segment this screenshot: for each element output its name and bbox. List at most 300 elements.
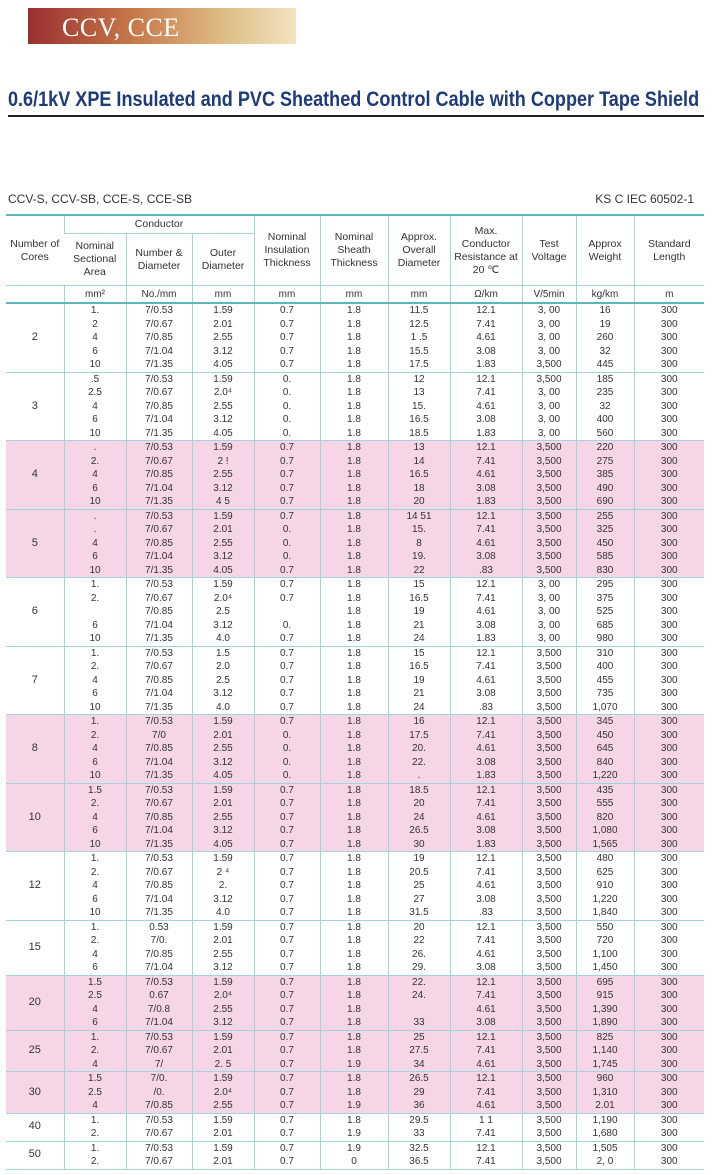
nd-value: 7/0.53 <box>145 853 173 864</box>
area-value: 1. <box>90 305 100 316</box>
nd-value: 7/1.04 <box>145 825 173 836</box>
ov-cell <box>388 783 450 852</box>
nd-cell <box>126 578 192 647</box>
unit-wt: kg/km <box>576 286 634 304</box>
nd-value: 7/1.35 <box>145 770 173 781</box>
area-value: 1. <box>90 921 100 933</box>
od-cell <box>192 1141 254 1169</box>
res-value: 12.1 <box>476 510 496 522</box>
res-cell <box>450 1030 522 1072</box>
res-value: 1.83 <box>476 838 496 850</box>
volt-value: 3, 00 <box>537 619 561 631</box>
sh-value: 1.8 <box>347 853 361 864</box>
od-value: 2.55 <box>213 948 233 960</box>
area-value: 4 <box>92 332 98 343</box>
area-value: 10 <box>89 838 101 850</box>
len-value: 300 <box>660 1086 678 1098</box>
ov-value: 18.5 <box>409 427 429 439</box>
sh-cell <box>320 441 388 510</box>
area-value: 1. <box>90 853 100 864</box>
ins-cell <box>254 1030 320 1072</box>
res-value: 12.1 <box>476 853 496 864</box>
table-row <box>6 1141 704 1169</box>
area-value: 10 <box>89 359 101 370</box>
res-value: 7.41 <box>476 318 496 330</box>
ov-value: 36 <box>413 1100 425 1111</box>
area-value: 6 <box>92 619 98 631</box>
res-cell <box>450 715 522 784</box>
len-value: 300 <box>660 948 678 960</box>
sh-value: 1.8 <box>347 688 361 699</box>
ins-cell <box>254 1072 320 1114</box>
res-value: 4.61 <box>476 400 496 412</box>
wt-value: 910 <box>596 880 614 891</box>
nd-value: 7/0.53 <box>145 510 173 522</box>
sh-value: 1.8 <box>347 442 361 453</box>
nd-value: 7/0.85 <box>145 880 173 891</box>
od-value: 3.12 <box>213 893 233 905</box>
sh-value: 0 <box>351 1156 357 1167</box>
sh-value: 1.9 <box>347 1100 361 1111</box>
volt-cell <box>522 715 576 784</box>
od-value: 1.59 <box>213 921 233 933</box>
wt-value: 1,450 <box>592 962 618 973</box>
spec-table-body <box>6 303 704 1169</box>
volt-cell <box>522 1141 576 1169</box>
len-value: 300 <box>660 743 678 754</box>
res-value: 12.1 <box>476 976 496 988</box>
volt-value: 3,500 <box>536 811 562 823</box>
unit-ov: mm <box>388 286 450 304</box>
wt-cell <box>576 509 634 578</box>
len-value: 300 <box>660 305 678 316</box>
nd-value: 7/0.53 <box>145 716 173 727</box>
ins-value: 0.7 <box>280 838 294 850</box>
nd-cell <box>126 920 192 975</box>
area-value: 1. <box>90 647 100 659</box>
ov-value: 21 <box>413 619 425 631</box>
res-value: 4.61 <box>476 537 496 549</box>
nd-value: 7/0.67 <box>145 1045 173 1056</box>
area-value: 6 <box>92 825 98 836</box>
ov-value: 26.5 <box>409 825 429 836</box>
area-value: 10 <box>89 633 101 644</box>
ov-value: 17.5 <box>409 729 429 741</box>
volt-value: 3,500 <box>536 537 562 549</box>
res-value: 4.61 <box>476 606 496 617</box>
ins-value: 0.7 <box>280 674 294 686</box>
len-value: 300 <box>660 332 678 343</box>
volt-value: 3,500 <box>536 948 562 960</box>
area-value <box>66 605 125 619</box>
ins-cell <box>254 715 320 784</box>
len-cell <box>634 509 704 578</box>
volt-cell <box>522 1072 576 1114</box>
wt-value: 1,310 <box>592 1086 618 1098</box>
sh-cell <box>320 1030 388 1072</box>
od-value: 3.12 <box>213 756 233 768</box>
res-cell <box>450 1113 522 1141</box>
sh-value: 1.8 <box>347 962 361 973</box>
cores-cell: 20 <box>6 975 64 1030</box>
wt-value: 400 <box>596 661 614 672</box>
od-value: 2.01 <box>213 729 233 741</box>
wt-value: 645 <box>596 743 614 754</box>
volt-value: 3,500 <box>536 510 562 522</box>
volt-value: 3,500 <box>536 935 562 946</box>
header-sheath: Nominal Sheath Thickness <box>320 215 388 286</box>
len-value: 300 <box>660 661 678 672</box>
sh-value: 1.8 <box>347 770 361 781</box>
res-value: 4.61 <box>476 469 496 480</box>
sh-cell <box>320 646 388 715</box>
od-value: 2.55 <box>213 811 233 823</box>
ins-cell <box>254 920 320 975</box>
ov-cell <box>388 646 450 715</box>
wt-value: 375 <box>596 592 614 604</box>
wt-cell <box>576 1030 634 1072</box>
wt-cell <box>576 1113 634 1141</box>
ins-value: 0.7 <box>280 811 294 823</box>
ins-cell <box>254 852 320 921</box>
od-cell <box>192 975 254 1030</box>
ins-value: 0.7 <box>280 907 294 918</box>
cores-cell: 3 <box>6 372 64 441</box>
od-value: 1.59 <box>213 976 233 988</box>
volt-value: 3,500 <box>536 1058 562 1070</box>
ins-value: 0.7 <box>280 1073 294 1084</box>
ov-value: 15. <box>412 400 426 412</box>
cores-cell: 2 <box>6 303 64 372</box>
od-value: 4.05 <box>213 770 233 781</box>
ins-value: 0.7 <box>280 825 294 836</box>
res-value: 7.41 <box>476 455 496 467</box>
od-value: 1.59 <box>213 305 233 316</box>
nd-cell <box>126 372 192 441</box>
sh-value: 1.8 <box>347 893 361 905</box>
od-value: 1.59 <box>213 784 233 796</box>
nd-value: 7/0.85 <box>145 1100 173 1111</box>
wt-value: 525 <box>596 606 614 617</box>
cores-cell: 50 <box>6 1141 64 1169</box>
sh-value: 1.8 <box>347 305 361 316</box>
od-value: 4.05 <box>213 838 233 850</box>
area-value: 1. <box>90 1031 100 1043</box>
od-value: 2.01 <box>213 935 233 946</box>
table-row <box>6 975 704 1030</box>
nd-value: 7/0.53 <box>145 442 173 453</box>
sh-value: 1.8 <box>347 647 361 659</box>
ins-value: 0.7 <box>280 880 294 891</box>
model-codes: CCV-S, CCV-SB, CCE-S, CCE-SB <box>8 192 193 206</box>
title-underline <box>8 115 704 117</box>
area-value: 10 <box>89 701 101 713</box>
wt-value: 1,140 <box>592 1045 618 1056</box>
area-value: 6 <box>92 551 98 562</box>
res-cell <box>450 509 522 578</box>
area-value: 10 <box>89 496 101 507</box>
wt-cell <box>576 783 634 852</box>
sh-value: 1.8 <box>347 866 361 878</box>
len-value: 300 <box>660 893 678 905</box>
volt-cell <box>522 920 576 975</box>
volt-cell <box>522 783 576 852</box>
volt-value: 3,500 <box>536 756 562 768</box>
od-value: 3.12 <box>213 688 233 699</box>
area-cell <box>64 509 126 578</box>
ov-cell <box>388 1141 450 1169</box>
cores-cell: 12 <box>6 852 64 921</box>
ins-cell <box>254 975 320 1030</box>
od-cell <box>192 509 254 578</box>
len-cell <box>634 1141 704 1169</box>
area-value: 2. <box>90 592 100 604</box>
area-value: 10 <box>89 564 101 576</box>
nd-value: 7/1.35 <box>145 427 173 439</box>
res-value: 4.61 <box>476 743 496 754</box>
ov-value: 33 <box>413 1017 425 1028</box>
area-value: . <box>93 442 97 453</box>
volt-value: 3,500 <box>536 1017 562 1028</box>
sh-value: 1.8 <box>347 716 361 727</box>
wt-value: 1,680 <box>592 1128 618 1139</box>
ov-value: 22 <box>413 935 425 946</box>
res-cell <box>450 852 522 921</box>
header-cores: Number of Cores <box>6 215 64 286</box>
nd-value: 7/0.85 <box>145 674 173 686</box>
wt-value: 840 <box>596 756 614 768</box>
volt-value: 3,500 <box>536 1045 562 1056</box>
len-value: 300 <box>660 510 678 522</box>
ov-value: 14 <box>413 455 425 467</box>
section-tab-label: CCV, CCE <box>62 13 180 42</box>
res-value: 12.1 <box>476 921 496 933</box>
nd-cell <box>126 715 192 784</box>
res-value: 4.61 <box>476 1058 496 1070</box>
nd-value: 7/0.53 <box>145 305 173 316</box>
sh-value: 1.8 <box>347 400 361 412</box>
len-value: 300 <box>660 647 678 659</box>
od-cell <box>192 372 254 441</box>
len-value: 300 <box>660 784 678 796</box>
nd-value: 7/1.04 <box>145 551 173 562</box>
ov-value: 20.5 <box>409 866 429 878</box>
volt-value: 3,500 <box>536 1003 562 1015</box>
len-cell <box>634 441 704 510</box>
area-value: 10 <box>89 770 101 781</box>
od-cell <box>192 578 254 647</box>
volt-value: 3,500 <box>536 688 562 699</box>
volt-value: 3,500 <box>536 990 562 1001</box>
len-cell <box>634 372 704 441</box>
area-cell <box>64 975 126 1030</box>
od-cell <box>192 1030 254 1072</box>
volt-value: 3,500 <box>536 647 562 659</box>
res-value: 7.41 <box>476 866 496 878</box>
res-value: 7.41 <box>476 592 496 604</box>
ins-value: 0.7 <box>280 345 294 357</box>
wt-value: 830 <box>596 564 614 576</box>
len-cell <box>634 303 704 372</box>
volt-value: 3,500 <box>536 1114 562 1126</box>
od-value: 1.59 <box>213 1142 233 1154</box>
nd-value: 7/0.67 <box>145 318 173 330</box>
od-value: 2.55 <box>213 332 233 343</box>
volt-cell <box>522 372 576 441</box>
ov-value: 19. <box>412 551 426 562</box>
area-value: 10 <box>89 907 101 918</box>
volt-value: 3,500 <box>536 962 562 973</box>
nd-value: 7/0.53 <box>145 647 173 659</box>
sh-value: 1.8 <box>347 387 361 398</box>
ov-value: 14 51 <box>406 510 432 522</box>
od-value: 2.01 <box>213 1128 233 1139</box>
sh-cell <box>320 372 388 441</box>
volt-cell <box>522 975 576 1030</box>
ov-cell <box>388 715 450 784</box>
wt-cell <box>576 303 634 372</box>
ov-value: 16.5 <box>409 661 429 672</box>
ins-value: 0.7 <box>280 1114 294 1126</box>
wt-value: 450 <box>596 537 614 549</box>
len-value: 300 <box>660 579 678 590</box>
ov-value: 8 <box>416 537 422 549</box>
od-value: 4.0 <box>216 907 230 918</box>
area-value: 4 <box>92 1003 98 1015</box>
len-cell <box>634 1072 704 1114</box>
nd-value: 7/1.04 <box>145 962 173 973</box>
ins-value: 0.7 <box>280 496 294 507</box>
area-value: 1. <box>90 1142 100 1154</box>
res-cell <box>450 1141 522 1169</box>
header-voltage: Test Voltage <box>522 215 576 286</box>
volt-value: 3, 00 <box>537 579 561 590</box>
area-cell <box>64 783 126 852</box>
wt-value: 560 <box>596 427 614 439</box>
wt-cell <box>576 372 634 441</box>
area-value: .5 <box>90 373 100 385</box>
od-value: 1.5 <box>216 647 230 659</box>
ins-cell <box>254 1141 320 1169</box>
ov-value: 24. <box>412 990 426 1001</box>
unit-len: m <box>634 286 704 304</box>
ins-value: 0.7 <box>280 798 294 809</box>
area-cell <box>64 1072 126 1114</box>
cores-cell: 25 <box>6 1030 64 1072</box>
nd-value: 7/0.85 <box>145 606 173 617</box>
len-value: 300 <box>660 359 678 370</box>
table-row <box>6 372 704 441</box>
wt-value: 310 <box>596 647 614 659</box>
area-value: 2.5 <box>88 387 102 398</box>
area-value: 1.5 <box>88 976 102 988</box>
len-value: 300 <box>660 811 678 823</box>
nd-value: 0.53 <box>149 921 169 933</box>
wt-value: 720 <box>596 935 614 946</box>
ov-value: 17.5 <box>409 359 429 370</box>
res-value: 3.08 <box>476 482 496 494</box>
cores-cell: 5 <box>6 509 64 578</box>
nd-value: 7/1.04 <box>145 619 173 631</box>
od-value: 1.59 <box>213 510 233 522</box>
wt-value: 295 <box>596 579 614 590</box>
nd-value: /0. <box>153 1086 165 1098</box>
sh-value: 1.8 <box>347 633 361 644</box>
cores-cell: 8 <box>6 715 64 784</box>
ins-value: 0.7 <box>280 716 294 727</box>
header-insulation: Nominal Insulation Thickness <box>254 215 320 286</box>
sh-value: 1.8 <box>347 729 361 741</box>
len-value: 300 <box>660 825 678 836</box>
res-value: 3.08 <box>476 756 496 768</box>
od-value: 1.59 <box>213 1073 233 1084</box>
volt-value: 3, 00 <box>537 606 561 617</box>
volt-value: 3,500 <box>536 743 562 754</box>
ov-value: 15 <box>413 647 425 659</box>
od-value: 1.59 <box>213 579 233 590</box>
ov-value: 34 <box>413 1058 425 1070</box>
area-value: 4 <box>92 811 98 823</box>
unit-res: Ω/km <box>450 286 522 304</box>
area-value: 6 <box>92 893 98 905</box>
nd-value: 7/0.67 <box>145 1156 173 1167</box>
ins-value: 0.7 <box>280 935 294 946</box>
res-value: 7.41 <box>476 387 496 398</box>
volt-value: 3, 00 <box>537 427 561 439</box>
wt-value: 345 <box>596 716 614 727</box>
od-value: 2.5 <box>216 674 230 686</box>
len-value: 300 <box>660 537 678 549</box>
volt-value: 3,500 <box>536 1031 562 1043</box>
len-value: 300 <box>660 962 678 973</box>
volt-value: 3, 00 <box>537 345 561 357</box>
od-value: 2.01 <box>213 1156 233 1167</box>
header-length: Standard Length <box>634 215 704 286</box>
ov-value: 24 <box>413 633 425 644</box>
ov-value: 16.5 <box>409 414 429 425</box>
od-cell <box>192 303 254 372</box>
area-value: 4 <box>92 1100 98 1111</box>
volt-value: 3,500 <box>536 524 562 535</box>
nd-value: 7/1.04 <box>145 345 173 357</box>
volt-cell <box>522 1113 576 1141</box>
area-value: 4 <box>92 743 98 754</box>
wt-value: 1,890 <box>592 1017 618 1028</box>
wt-cell <box>576 1072 634 1114</box>
len-value: 300 <box>660 921 678 933</box>
sh-value: 1.8 <box>347 359 361 370</box>
nd-cell <box>126 783 192 852</box>
wt-value: 1,070 <box>592 701 618 713</box>
res-value: 12.1 <box>476 579 496 590</box>
wt-cell <box>576 441 634 510</box>
volt-value: 3,500 <box>536 1156 562 1167</box>
wt-value: 445 <box>596 359 614 370</box>
od-value: 4 5 <box>216 496 230 507</box>
table-row <box>6 783 704 852</box>
nd-value: 7/1.35 <box>145 633 173 644</box>
wt-value: 490 <box>596 482 614 494</box>
volt-cell <box>522 303 576 372</box>
volt-value: 3,500 <box>536 770 562 781</box>
res-value: 7.41 <box>476 1128 496 1139</box>
ov-value: 26. <box>412 948 426 960</box>
wt-value: 32 <box>599 345 611 357</box>
len-cell <box>634 578 704 647</box>
ins-value: 0.7 <box>280 948 294 960</box>
len-value: 300 <box>660 469 678 480</box>
area-value: 2. <box>90 1045 100 1056</box>
